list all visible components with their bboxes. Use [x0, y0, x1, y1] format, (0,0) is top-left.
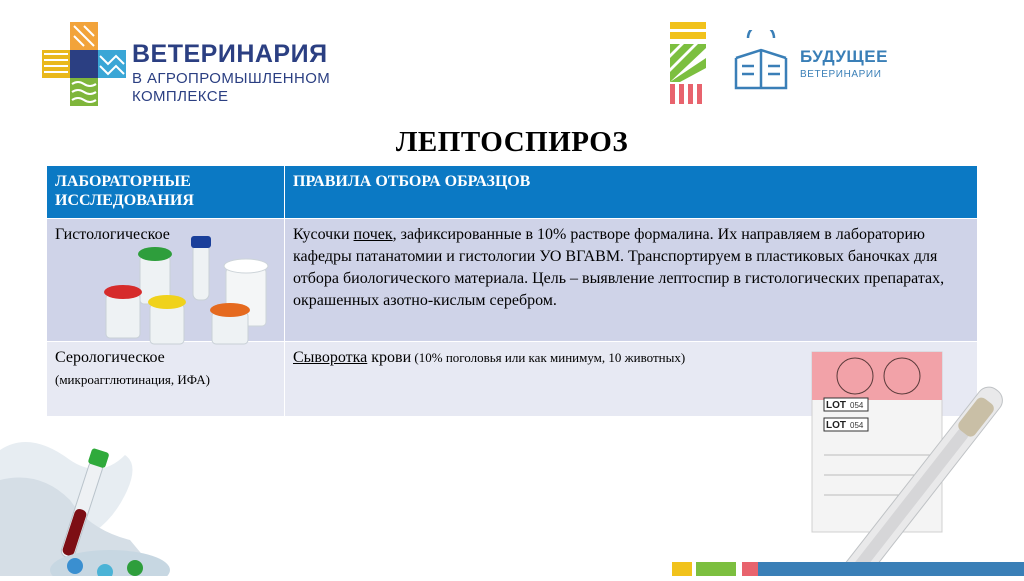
- cell-rule-histology: [285, 219, 978, 342]
- lot-number-2: 054: [850, 421, 864, 430]
- logo-left-title: ВЕТЕРИНАРИЯ: [132, 40, 328, 68]
- rule-keyword: почек: [353, 226, 393, 243]
- test-note: (микроагглютинация, ИФА): [55, 372, 210, 387]
- container-red: [104, 285, 142, 338]
- logo-left-line2: КОМПЛЕКСЕ: [132, 88, 229, 105]
- rule-prefix: Кусочки: [293, 226, 354, 243]
- swab-label-image: [760, 350, 1024, 576]
- logo-right-title: БУДУЩЕЕ: [800, 47, 888, 66]
- logo-left-line1: В АГРОПРОМЫШЛЕННОМ: [132, 70, 331, 87]
- lot-label-2: LOT: [826, 420, 846, 431]
- table-header-row: [47, 166, 978, 219]
- rule-text: , зафиксированные в 10% растворе формалина. Их направляем в лабораторию кафедры патанатомии и гистологии УО ВГАВМ. Транспортируем в пластиковых баночках для отбора биологического материала. Цель – выявление лептоспир в гистологических препаратах, окрашенных азотно-кислым серебром.: [293, 226, 945, 309]
- header-lab-tests: ЛАБОРАТОРНЫЕ ИССЛЕДОВАНИЯ: [47, 166, 285, 219]
- rule-keyword: Сыворотка: [293, 349, 368, 366]
- rule-note: (10% поголовья или как минимум, 10 животных): [411, 350, 686, 365]
- logo-right-subtitle: ВЕТЕРИНАРИИ: [800, 69, 882, 80]
- cross-emblem-icon: [42, 22, 126, 106]
- book-building-icon: [728, 30, 794, 96]
- container-yellow: [148, 295, 186, 344]
- header-sampling-rules: ПРАВИЛА ОТБОРА ОБРАЗЦОВ: [285, 166, 978, 219]
- striped-bars-icon: [670, 22, 706, 104]
- future-vet-logo: [670, 22, 970, 104]
- cell-test-serology: [47, 342, 285, 417]
- swab-drawing: [760, 350, 1024, 576]
- test-name: Серологическое: [55, 349, 165, 366]
- specimen-containers-image: [100, 234, 272, 346]
- container-orange: [210, 303, 250, 344]
- gloved-hand-tube-image: [0, 420, 170, 576]
- lot-label-1: LOT: [826, 400, 846, 411]
- test-name: Гистологическое: [55, 226, 170, 243]
- lot-number-1: 054: [850, 401, 864, 410]
- rule-text: крови: [367, 349, 412, 366]
- bottom-stripes-decoration: [672, 562, 1024, 576]
- vet-agro-logo: [42, 22, 332, 112]
- tube-blue: [191, 236, 211, 300]
- slide-title: ЛЕПТОСПИРОЗ: [395, 126, 629, 158]
